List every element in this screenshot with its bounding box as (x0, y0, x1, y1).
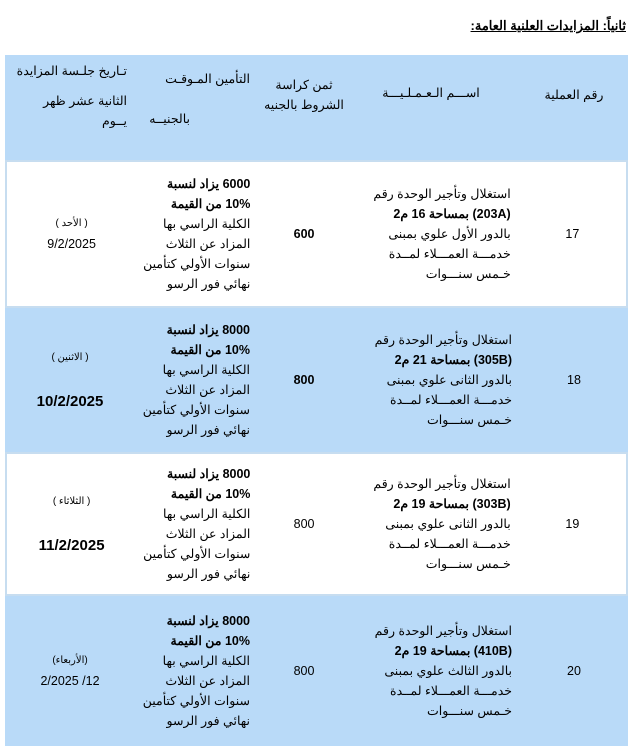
cell-text: خدمـــة العمـــلاء لمــدة (388, 247, 511, 261)
cell-text: نهائي فور الرسو (166, 277, 251, 291)
table-row (5, 596, 628, 746)
cell-text: (410B) بمساحة 19 م2 (394, 644, 512, 658)
insurance-cell (136, 454, 258, 594)
cell-text: 10% من القيمة (170, 343, 250, 357)
cell-text: سنوات الأولي كتأمين (142, 694, 250, 708)
cell-text: 20 (567, 664, 581, 678)
cell-text: 9/2/2025 (47, 237, 96, 251)
cell-text: استغلال وتأجير الوحدة رقم (374, 333, 512, 347)
cell-text: خدمـــة العمـــلاء لمــدة (390, 684, 512, 698)
cell-text: 19 (565, 517, 580, 531)
cell-text: 11/2/2025 (38, 537, 105, 554)
cell-text: ( الأحد ) (55, 218, 88, 229)
cell-text: استغلال وتأجير الوحدة رقم (374, 624, 512, 638)
header-insurance (135, 55, 258, 160)
cell-text: خدمـــة العمـــلاء لمــدة (388, 537, 511, 551)
table-header (5, 55, 628, 160)
cell-text: 8000 يزاد لنسبة (166, 323, 250, 337)
op-number-cell (520, 596, 628, 746)
cell-text: سنوات الأولي كتأمين (143, 547, 251, 561)
header-line: بالجنيــه (149, 112, 190, 126)
table-row (5, 160, 628, 308)
booklet-price-cell (258, 596, 350, 746)
cell-text: 10% من القيمة (170, 197, 251, 211)
booklet-price-cell (258, 162, 349, 306)
header-line: يــوم (102, 114, 127, 128)
cell-text: (203A) بمساحة 16 م2 (393, 207, 511, 221)
cell-text: 8000 يزاد لنسبة (167, 467, 251, 481)
date-cell (7, 162, 136, 306)
table-row (5, 452, 628, 596)
auctions-table (5, 55, 628, 746)
header-line: تـاريخ جلـسة المزايدة (16, 64, 127, 78)
cell-text: بالدور الثالث علوي بمبنى (384, 664, 512, 678)
header-line: الشروط بالجنيه (264, 98, 344, 112)
op-number-cell (520, 308, 628, 452)
insurance-cell (135, 596, 258, 746)
cell-text: 800 (293, 373, 315, 387)
cell-text: بالدور الثانى علوي بمبنى (386, 373, 512, 387)
cell-text: 10% من القيمة (170, 487, 251, 501)
cell-text: (305B) بمساحة 21 م2 (394, 353, 512, 367)
table-row (5, 308, 628, 452)
cell-text: نهائي فور الرسو (166, 567, 251, 581)
header-line: التأمين المـوقـت (165, 72, 250, 86)
op-name-cell (350, 308, 520, 452)
cell-text: بالدور الأول علوي بمبنى (388, 227, 511, 241)
insurance-cell (136, 162, 258, 306)
date-cell (5, 596, 135, 746)
cell-text: نهائي فور الرسو (166, 423, 250, 437)
cell-text: 10/2/2025 (36, 393, 104, 410)
op-name-cell (350, 162, 519, 306)
cell-text: الكلية الراسي بها (163, 217, 251, 231)
cell-text: 800 (293, 517, 315, 531)
cell-text: المزاد عن الثلاث (165, 237, 251, 251)
op-number-cell (519, 162, 626, 306)
cell-text: الكلية الراسي بها (162, 363, 250, 377)
cell-text: المزاد عن الثلاث (165, 383, 250, 397)
header-line: الثانية عشر ظهر (43, 94, 127, 108)
cell-text: المزاد عن الثلاث (165, 527, 251, 541)
cell-text: 600 (293, 227, 315, 241)
section-title: ثانياً: المزايدات العلنية العامة: (470, 18, 626, 33)
cell-text: الكلية الراسي بها (162, 654, 250, 668)
header-op-name: اســـم الـعـمـلـيـــة (382, 86, 480, 100)
cell-text: خـمس سنـــوات (425, 557, 511, 571)
cell-text: خـمس سنـــوات (427, 413, 512, 427)
cell-text: خـمس سنـــوات (427, 704, 512, 718)
cell-text: (الأربعاء) (52, 655, 88, 666)
cell-text: خدمـــة العمـــلاء لمــدة (390, 393, 512, 407)
header-line: ثمن كراسة (275, 78, 333, 92)
date-cell (7, 454, 136, 594)
cell-text: 6000 يزاد لنسبة (167, 177, 251, 191)
header-op-number: رقم العملية (544, 88, 604, 102)
cell-text: سنوات الأولي كتأمين (142, 403, 250, 417)
header-booklet-price (258, 55, 350, 160)
cell-text: المزاد عن الثلاث (165, 674, 250, 688)
op-name-cell (350, 596, 520, 746)
cell-text: ( الاثنين ) (51, 352, 89, 363)
cell-text: سنوات الأولي كتأمين (143, 257, 251, 271)
op-name-cell (350, 454, 519, 594)
header-date (5, 55, 135, 160)
booklet-price-cell (258, 454, 349, 594)
cell-text: 800 (293, 664, 315, 678)
cell-text: نهائي فور الرسو (166, 714, 250, 728)
cell-text: استغلال وتأجير الوحدة رقم (373, 187, 511, 201)
cell-text: استغلال وتأجير الوحدة رقم (373, 477, 511, 491)
cell-text: 10% من القيمة (170, 634, 250, 648)
cell-text: (303B) بمساحة 19 م2 (393, 497, 511, 511)
insurance-cell (135, 308, 258, 452)
cell-text: 12/ 2/2025 (40, 674, 100, 688)
date-cell (5, 308, 135, 452)
cell-text: 18 (567, 373, 581, 387)
cell-text: الكلية الراسي بها (163, 507, 251, 521)
cell-text: 17 (565, 227, 580, 241)
op-number-cell (519, 454, 626, 594)
cell-text: خـمس سنـــوات (425, 267, 511, 281)
booklet-price-cell (258, 308, 350, 452)
cell-text: 8000 يزاد لنسبة (166, 614, 250, 628)
cell-text: بالدور الثانى علوي بمبنى (385, 517, 511, 531)
cell-text: ( الثلاثاء ) (52, 496, 91, 507)
